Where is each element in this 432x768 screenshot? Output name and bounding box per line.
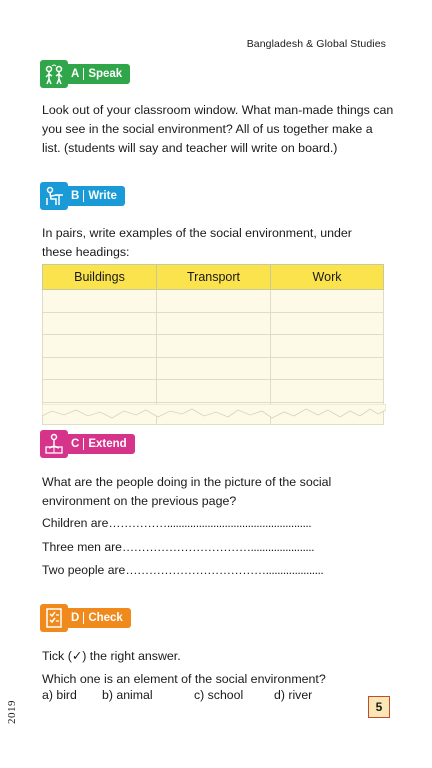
fill-line-blank[interactable]: ……………………………….................... — [125, 563, 324, 577]
section-d-question: Which one is an element of the social environment? — [42, 672, 326, 686]
option-animal[interactable]: b) animal — [102, 688, 153, 702]
answer-options — [42, 688, 312, 702]
table-cell[interactable] — [156, 357, 270, 380]
table-cell[interactable] — [156, 312, 270, 335]
table-cell[interactable] — [271, 357, 384, 380]
fill-line-prompt: Two people are — [42, 563, 126, 577]
section-b-text: In pairs, write examples of the social environment, under these headings: — [42, 226, 352, 259]
option-bird[interactable]: a) bird — [42, 688, 77, 702]
section-c-letter: C — [71, 438, 80, 450]
section-d-instruction: Tick (✓) the right answer. — [42, 649, 181, 663]
fill-line-children — [42, 516, 311, 530]
fill-line-prompt: Three men are — [42, 540, 122, 554]
section-a-tag — [40, 60, 130, 88]
checklist-icon — [40, 604, 68, 632]
people-talking-icon — [40, 60, 68, 88]
fill-line-blank[interactable]: …………….................................................. — [108, 516, 312, 530]
table-cell[interactable] — [156, 290, 270, 313]
fill-line-prompt: Children are — [42, 516, 109, 530]
book-title: Bangladesh & Global Studies — [246, 38, 386, 50]
page-number: 5 — [368, 696, 390, 718]
person-reading-icon — [40, 430, 68, 458]
fill-line-blank[interactable]: ……………………………...................... — [121, 540, 314, 554]
section-c-label: Extend — [88, 438, 127, 450]
fill-line-three-men — [42, 540, 314, 554]
table-cell[interactable] — [43, 312, 157, 335]
section-d-label: Check — [88, 612, 123, 624]
table-cell[interactable] — [271, 335, 384, 358]
table-cell[interactable] — [43, 357, 157, 380]
option-river[interactable]: d) river — [274, 688, 313, 702]
table-cell[interactable] — [43, 380, 157, 403]
column-header-transport: Transport — [156, 265, 270, 290]
table-cell[interactable] — [271, 312, 384, 335]
table-cell[interactable] — [43, 335, 157, 358]
table-cell[interactable] — [43, 290, 157, 313]
section-b-label: Write — [88, 190, 117, 202]
table-row — [43, 357, 384, 380]
column-header-buildings: Buildings — [43, 265, 157, 290]
table-row — [43, 312, 384, 335]
torn-paper-edge — [42, 404, 386, 422]
person-writing-icon — [40, 182, 68, 210]
section-a-letter: A — [71, 68, 80, 80]
section-c-text: What are the people doing in the picture of the social environment on the previous page? — [42, 475, 332, 508]
section-a-label: Speak — [88, 68, 123, 80]
table-cell[interactable] — [271, 290, 384, 313]
section-d-tag — [40, 604, 131, 632]
table-row — [43, 380, 384, 403]
section-b-tag — [40, 182, 125, 210]
section-d-letter: D — [71, 612, 80, 624]
option-school[interactable]: c) school — [194, 688, 244, 702]
section-a-text: Look out of your classroom window. What man-made things can you see in the social environment? All of us together make a list. (students will say and teacher will write on board.) — [42, 103, 394, 155]
section-b-letter: B — [71, 190, 80, 202]
examples-table — [42, 264, 384, 425]
table-cell[interactable] — [156, 335, 270, 358]
table-cell[interactable] — [156, 380, 270, 403]
column-header-work: Work — [271, 265, 384, 290]
section-c-tag — [40, 430, 135, 458]
table-row — [43, 290, 384, 313]
table-row — [43, 335, 384, 358]
year-label: 2019 — [6, 700, 18, 724]
table-cell[interactable] — [271, 380, 384, 403]
fill-line-two-people — [42, 563, 323, 577]
